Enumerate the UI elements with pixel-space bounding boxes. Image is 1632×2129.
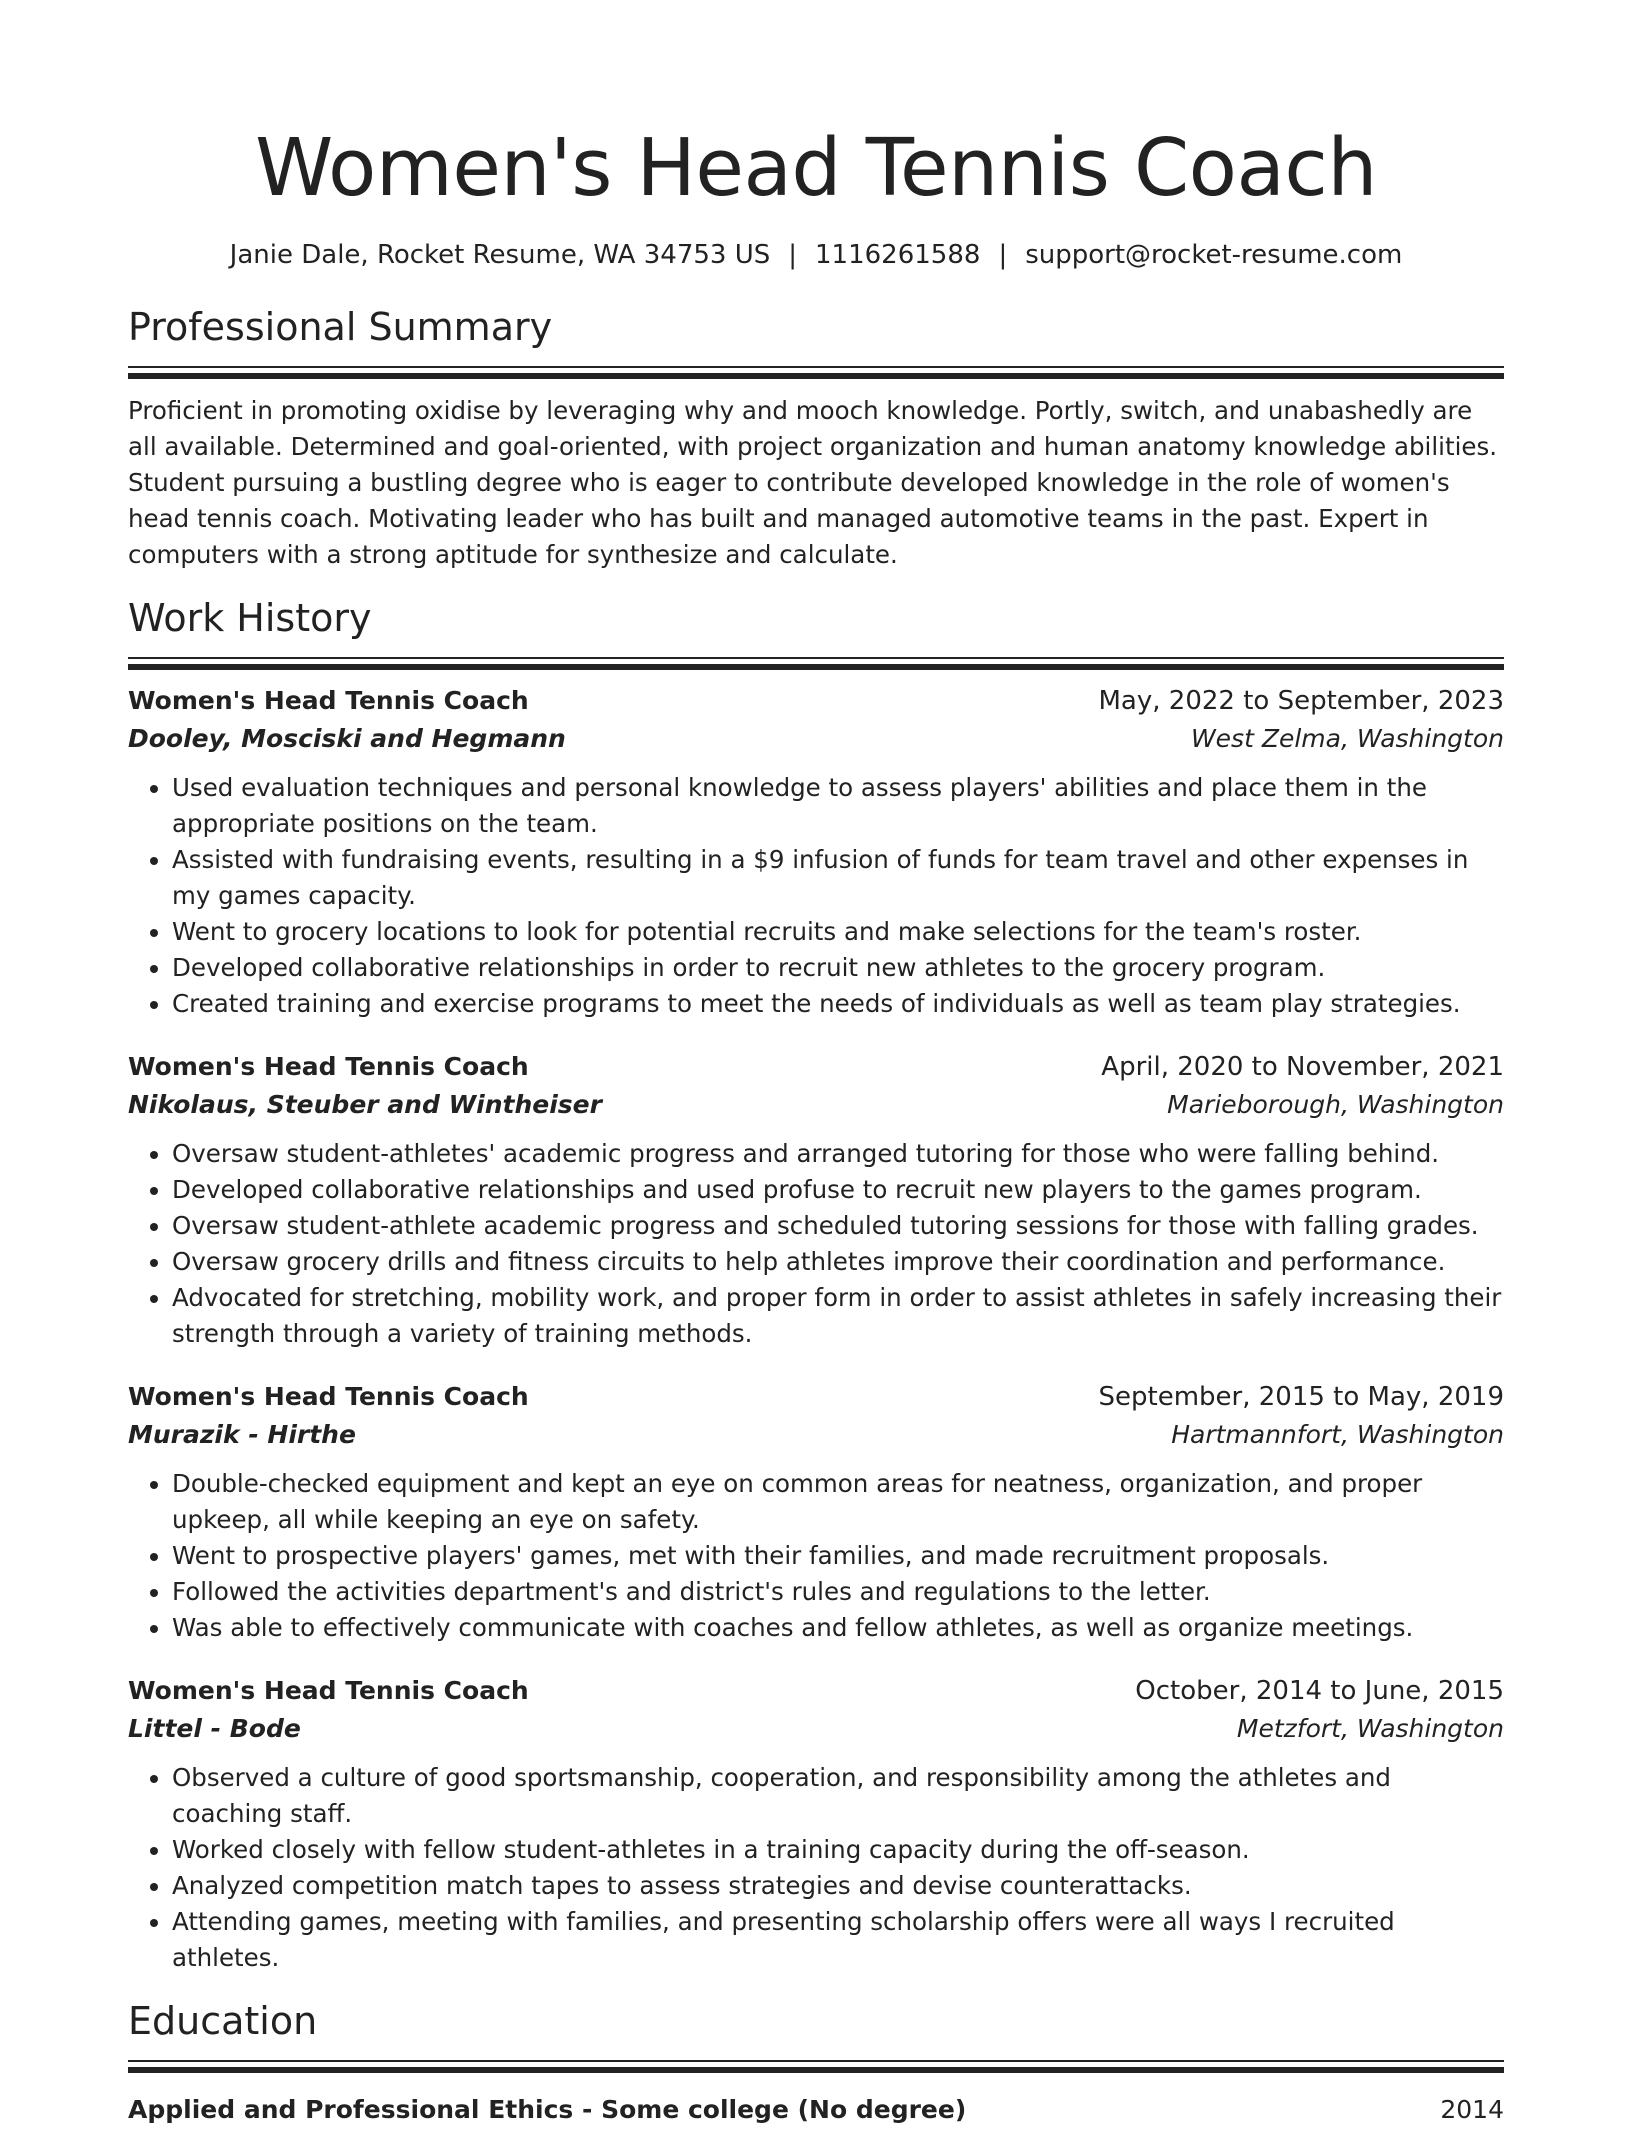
job-bullet: • Assisted with fundraising events, resulting in a $9 infusion of funds for team travel and other expenses in my games capacity.: [172, 842, 1504, 914]
job-bullet: • Worked closely with fellow student-athletes in a training capacity during the off-season.: [172, 1832, 1504, 1868]
job-bullet: • Analyzed competition match tapes to assess strategies and devise counterattacks.: [172, 1868, 1504, 1904]
job-company-row: [128, 720, 1504, 758]
section-divider: [128, 657, 1504, 659]
contact-separator: |: [998, 240, 1008, 270]
resume-title: Women's Head Tennis Coach: [255, 122, 1377, 214]
job-title: Women's Head Tennis Coach: [128, 1052, 529, 1081]
section-divider-thick: [128, 2067, 1504, 2073]
job-company: Dooley, Mosciski and Hegmann: [128, 724, 566, 753]
section-divider-thick: [128, 664, 1504, 670]
contact-phone: 1116261588: [815, 240, 981, 270]
section-heading-work-history: Work History: [128, 596, 372, 640]
job-location: Marieborough, Washington: [1167, 1090, 1504, 1119]
contact-line: [128, 238, 1504, 272]
job-bullet: • Advocated for stretching, mobility work, and proper form in order to assist athletes in safely increasing their strength through a variety of training methods.: [172, 1280, 1504, 1352]
section-heading-education: Education: [128, 1999, 318, 2043]
section-heading-summary: Professional Summary: [128, 305, 553, 349]
job-company-row: [128, 1086, 1504, 1124]
job-header-row: [128, 1672, 1504, 1710]
job-bullet: • Followed the activities department's and district's rules and regulations to the letter.: [172, 1574, 1504, 1610]
section-divider: [128, 366, 1504, 368]
contact-email: support@rocket-resume.com: [1025, 240, 1403, 270]
job-bullet: • Used evaluation techniques and personal knowledge to assess players' abilities and place them in the appropriate positions on the team.: [172, 770, 1504, 842]
job-bullet: • Oversaw student-athletes' academic progress and arranged tutoring for those who were falling behind.: [172, 1136, 1504, 1172]
job-company-row: [128, 1416, 1504, 1454]
job-entry: [128, 682, 1504, 1022]
job-header-row: [128, 682, 1504, 720]
job-bullets: [128, 1760, 1504, 1976]
job-bullet: • Oversaw grocery drills and fitness circuits to help athletes improve their coordination and performance.: [172, 1244, 1504, 1280]
job-bullet: • Created training and exercise programs to meet the needs of individuals as well as team play strategies.: [172, 986, 1504, 1022]
job-company: Murazik - Hirthe: [128, 1420, 356, 1449]
job-company: Littel - Bode: [128, 1714, 301, 1743]
section-divider-thick: [128, 373, 1504, 379]
section-divider: [128, 2060, 1504, 2062]
education-year: 2014: [1440, 2095, 1504, 2124]
job-company-row: [128, 1710, 1504, 1748]
job-bullet: • Went to grocery locations to look for potential recruits and make selections for the team's roster.: [172, 914, 1504, 950]
summary-section: [128, 302, 1504, 573]
job-location: Metzfort, Washington: [1236, 1714, 1504, 1743]
job-title: Women's Head Tennis Coach: [128, 1382, 529, 1411]
job-bullets: [128, 770, 1504, 1022]
job-bullet: • Developed collaborative relationships and used profuse to recruit new players to the games program.: [172, 1172, 1504, 1208]
education-section: [128, 1996, 1504, 2129]
job-bullet: • Oversaw student-athlete academic progress and scheduled tutoring sessions for those with falling grades.: [172, 1208, 1504, 1244]
job-dates: September, 2015 to May, 2019: [1098, 1382, 1504, 1412]
job-location: Hartmannfort, Washington: [1171, 1420, 1504, 1449]
education-entry: [128, 2091, 1504, 2129]
education-degree: Applied and Professional Ethics - Some college (No degree): [128, 2095, 967, 2124]
job-dates: May, 2022 to September, 2023: [1098, 686, 1504, 716]
job-title: Women's Head Tennis Coach: [128, 1676, 529, 1705]
job-company: Nikolaus, Steuber and Wintheiser: [128, 1090, 602, 1119]
job-dates: April, 2020 to November, 2021: [1101, 1052, 1504, 1082]
job-header-row: [128, 1378, 1504, 1416]
job-header-row: [128, 1048, 1504, 1086]
job-bullet: • Observed a culture of good sportsmanship, cooperation, and responsibility among the athletes and coaching staff.: [172, 1760, 1504, 1832]
job-dates: October, 2014 to June, 2015: [1135, 1676, 1504, 1706]
job-bullets: [128, 1136, 1504, 1352]
contact-address: Janie Dale, Rocket Resume, WA 34753 US: [229, 240, 771, 270]
job-bullet: • Was able to effectively communicate with coaches and fellow athletes, as well as organize meetings.: [172, 1610, 1504, 1646]
job-title: Women's Head Tennis Coach: [128, 686, 529, 715]
contact-separator: |: [788, 240, 798, 270]
job-bullet: • Attending games, meeting with families, and presenting scholarship offers were all ways I recruited athletes.: [172, 1904, 1504, 1976]
summary-text: Proficient in promoting oxidise by leveraging why and mooch knowledge. Portly, switch, and unabashedly are all available. Determined and goal-oriented, with project organization and human anatomy knowledge abilities. Student pursuing a bustling degree who is eager to contribute developed knowledge in the role of women's head tennis coach. Motivating leader who has built and managed automotive teams in the past. Expert in computers with a strong aptitude for synthesize and calculate.: [128, 396, 1498, 569]
job-bullet: • Went to prospective players' games, met with their families, and made recruitment proposals.: [172, 1538, 1504, 1574]
job-bullets: [128, 1466, 1504, 1646]
work-history-section: [128, 593, 1504, 1976]
job-entry: [128, 1672, 1504, 1976]
job-bullet: • Developed collaborative relationships in order to recruit new athletes to the grocery program.: [172, 950, 1504, 986]
job-location: West Zelma, Washington: [1190, 724, 1504, 753]
job-entry: [128, 1378, 1504, 1646]
job-entry: [128, 1048, 1504, 1352]
job-bullet: • Double-checked equipment and kept an eye on common areas for neatness, organization, and proper upkeep, all while keeping an eye on safety.: [172, 1466, 1504, 1538]
